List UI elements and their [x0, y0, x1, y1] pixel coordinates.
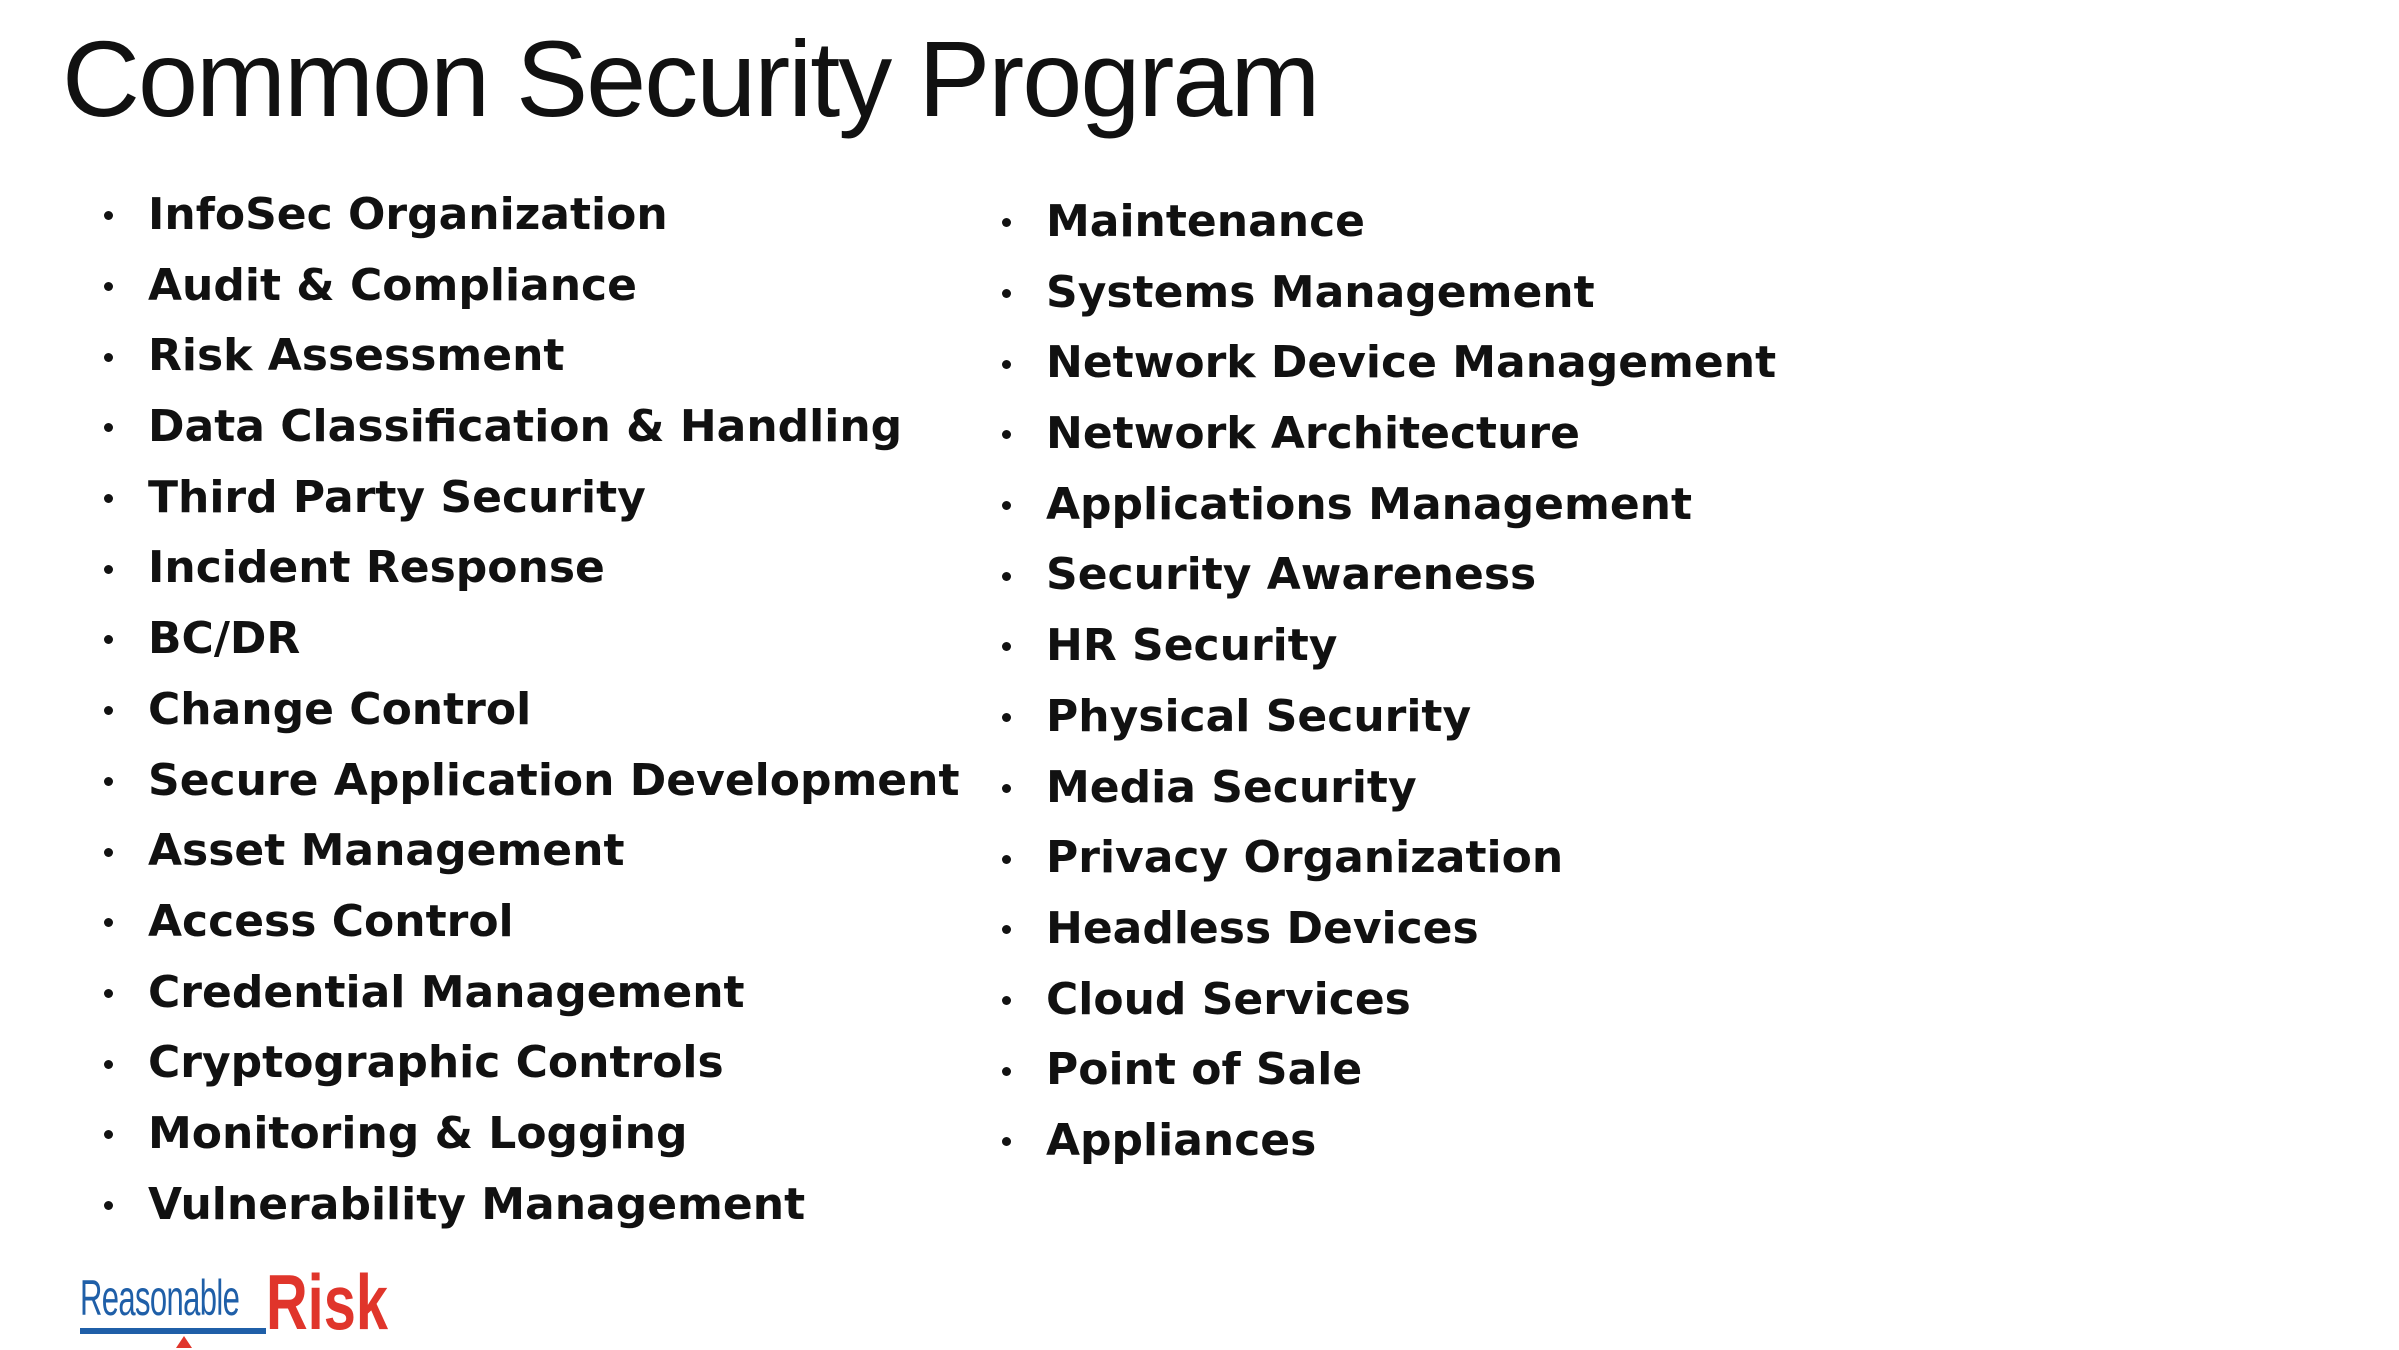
- logo-word-risk: Risk: [266, 1258, 388, 1346]
- bullet-dot-icon: [1002, 784, 1011, 793]
- bullet-text: Headless Devices: [1046, 902, 1479, 954]
- bullet-dot-icon: [1002, 642, 1011, 651]
- bullet-text: Appliances: [1046, 1114, 1317, 1166]
- bullet-dot-icon: [104, 1060, 113, 1069]
- bullet-text: HR Security: [1046, 620, 1338, 672]
- bullet-text: Monitoring & Logging: [148, 1107, 688, 1159]
- bullet-item: [996, 894, 1776, 965]
- bullet-item: [98, 816, 960, 887]
- bullet-dot-icon: [1002, 289, 1011, 298]
- bullet-text: Audit & Compliance: [148, 259, 637, 311]
- bullet-text: Applications Management: [1046, 478, 1693, 530]
- bullet-dot-icon: [104, 211, 113, 220]
- bullet-text: Secure Application Development: [148, 754, 960, 806]
- bullet-dot-icon: [1002, 1067, 1011, 1076]
- bullet-item: [996, 258, 1776, 329]
- bullet-item: [98, 675, 960, 746]
- bullet-item: [996, 1035, 1776, 1106]
- bullet-text: Access Control: [148, 895, 514, 947]
- bullet-dot-icon: [1002, 218, 1011, 227]
- bullet-item: [98, 321, 960, 392]
- bullet-dot-icon: [104, 494, 113, 503]
- bullet-item: [996, 470, 1776, 541]
- left-bullet-list: [98, 180, 960, 1240]
- bullet-item: [98, 887, 960, 958]
- bullet-item: [98, 958, 960, 1029]
- bullet-dot-icon: [104, 848, 113, 857]
- bullet-dot-icon: [1002, 501, 1011, 510]
- bullet-dot-icon: [104, 565, 113, 574]
- slide-title: Common Security Program: [62, 18, 1319, 139]
- bullet-dot-icon: [104, 423, 113, 432]
- bullet-item: [98, 251, 960, 322]
- logo-underline-bar: [80, 1328, 266, 1334]
- bullet-text: Security Awareness: [1046, 549, 1537, 601]
- bullet-dot-icon: [104, 989, 113, 998]
- bullet-item: [996, 187, 1776, 258]
- logo-word-reasonable: Reasonable: [80, 1270, 240, 1326]
- bullet-text: Cryptographic Controls: [148, 1037, 724, 1089]
- reasonable-risk-logo: [80, 1258, 400, 1350]
- bullet-text: Vulnerability Management: [148, 1178, 806, 1230]
- bullet-dot-icon: [104, 706, 113, 715]
- bullet-dot-icon: [104, 777, 113, 786]
- bullet-text: Data Classification & Handling: [148, 401, 903, 453]
- bullet-text: Network Architecture: [1046, 408, 1580, 460]
- bullet-text: Physical Security: [1046, 690, 1472, 742]
- bullet-text: Cloud Services: [1046, 973, 1411, 1025]
- bullet-text: Point of Sale: [1046, 1044, 1363, 1096]
- bullet-item: [98, 746, 960, 817]
- bullet-dot-icon: [104, 353, 113, 362]
- bullet-item: [98, 533, 960, 604]
- bullet-item: [98, 1099, 960, 1170]
- bullet-text: Systems Management: [1046, 266, 1595, 318]
- bullet-item: [98, 1028, 960, 1099]
- logo-triangle-icon: [176, 1336, 192, 1348]
- bullet-item: [996, 328, 1776, 399]
- bullet-item: [996, 753, 1776, 824]
- bullet-dot-icon: [1002, 572, 1011, 581]
- bullet-text: Risk Assessment: [148, 330, 565, 382]
- bullet-dot-icon: [1002, 713, 1011, 722]
- bullet-dot-icon: [1002, 855, 1011, 864]
- bullet-dot-icon: [104, 918, 113, 927]
- right-bullet-list: [996, 187, 1776, 1177]
- bullet-dot-icon: [1002, 430, 1011, 439]
- bullet-text: Third Party Security: [148, 471, 646, 523]
- bullet-dot-icon: [1002, 1137, 1011, 1146]
- bullet-text: Incident Response: [148, 542, 605, 594]
- bullet-text: Change Control: [148, 683, 532, 735]
- bullet-item: [996, 823, 1776, 894]
- bullet-text: Media Security: [1046, 761, 1417, 813]
- bullet-text: Credential Management: [148, 966, 745, 1018]
- bullet-text: Asset Management: [148, 825, 625, 877]
- bullet-item: [98, 463, 960, 534]
- bullet-item: [996, 540, 1776, 611]
- bullet-item: [98, 1170, 960, 1241]
- bullet-dot-icon: [1002, 925, 1011, 934]
- bullet-text: Privacy Organization: [1046, 832, 1564, 884]
- bullet-item: [996, 1106, 1776, 1177]
- bullet-text: InfoSec Organization: [148, 189, 668, 240]
- bullet-text: Maintenance: [1046, 196, 1366, 247]
- bullet-item: [98, 392, 960, 463]
- bullet-dot-icon: [1002, 360, 1011, 369]
- bullet-item: [996, 965, 1776, 1036]
- bullet-dot-icon: [1002, 996, 1011, 1005]
- bullet-item: [98, 604, 960, 675]
- bullet-text: Network Device Management: [1046, 337, 1777, 389]
- bullet-item: [996, 611, 1776, 682]
- bullet-item: [996, 399, 1776, 470]
- bullet-dot-icon: [104, 635, 113, 644]
- bullet-dot-icon: [104, 1201, 113, 1210]
- bullet-dot-icon: [104, 282, 113, 291]
- bullet-text: BC/DR: [148, 613, 301, 665]
- bullet-item: [996, 682, 1776, 753]
- bullet-dot-icon: [104, 1130, 113, 1139]
- bullet-item: [98, 180, 960, 251]
